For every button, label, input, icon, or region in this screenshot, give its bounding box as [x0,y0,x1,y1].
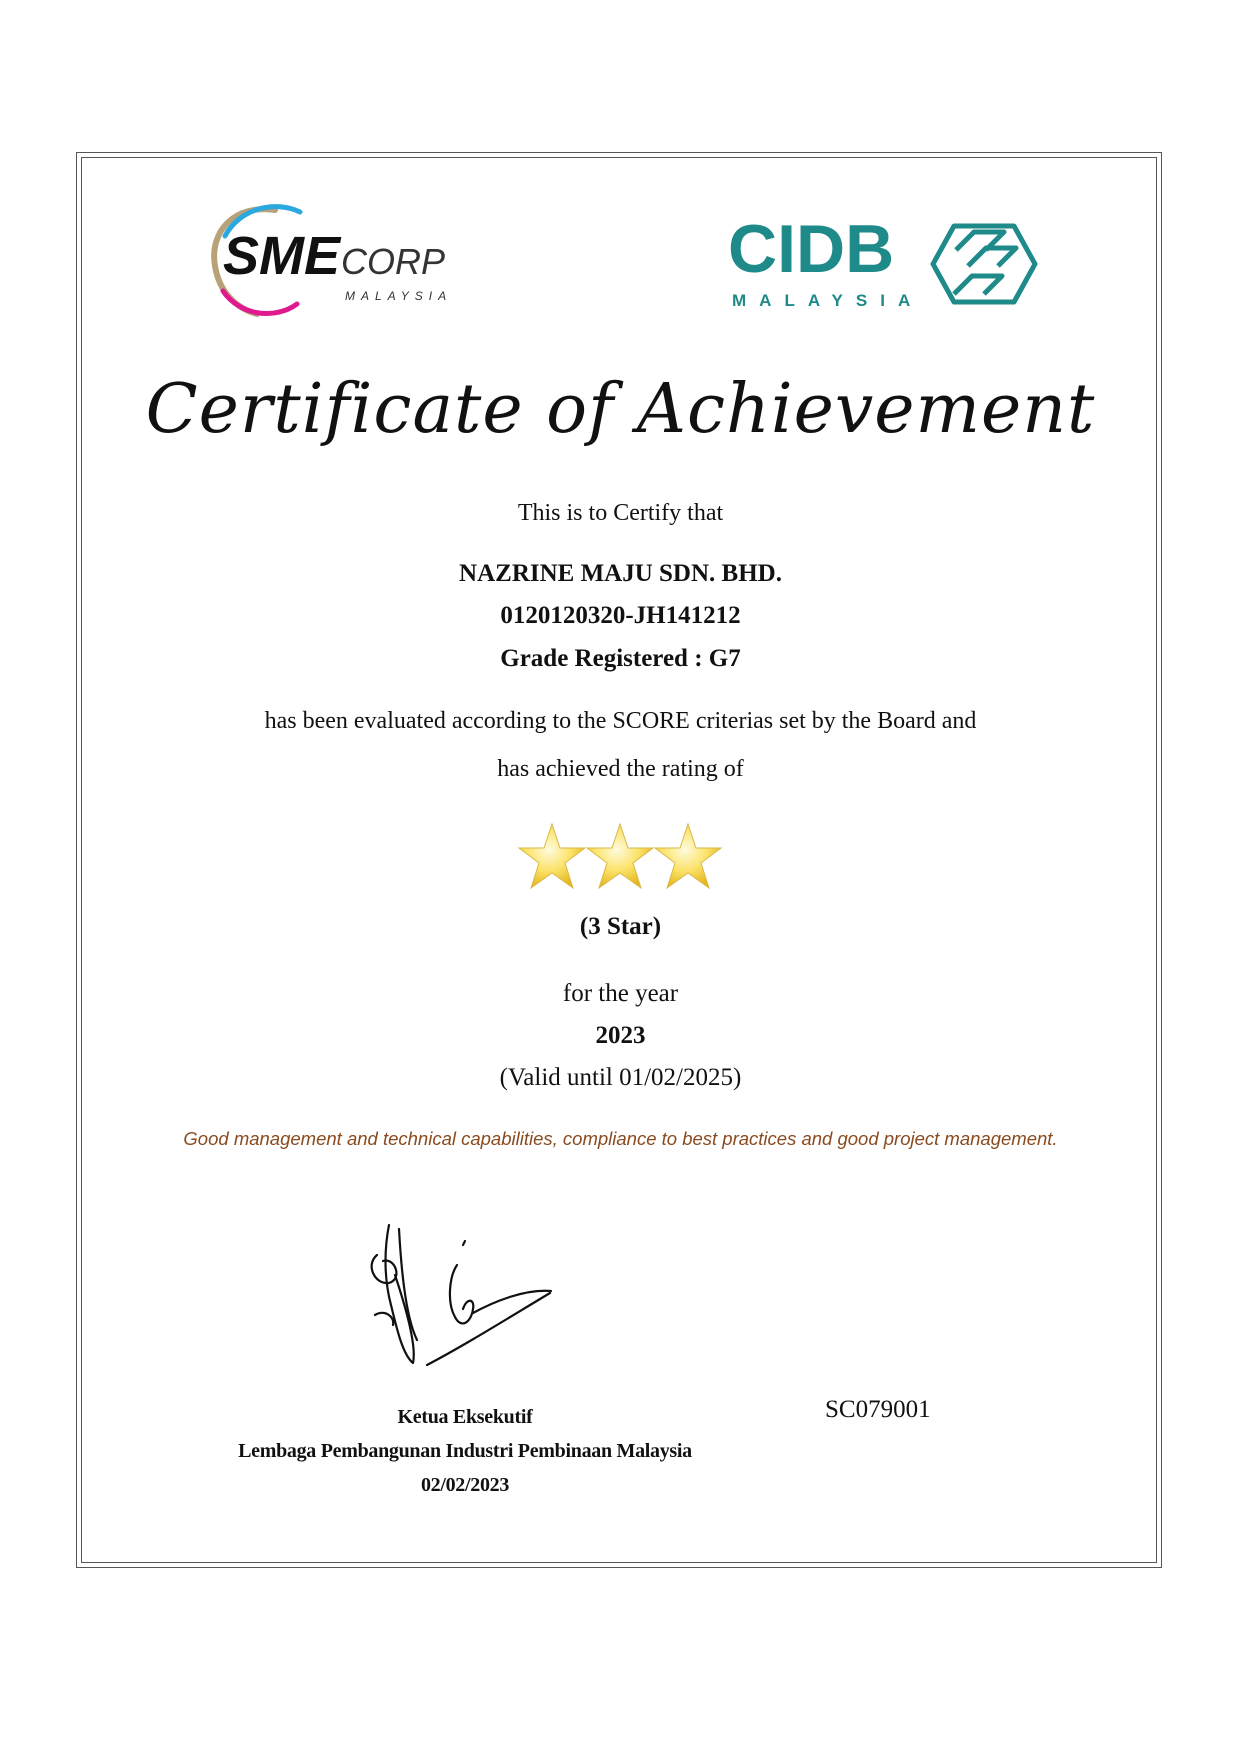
smecorp-logo-main: SME [223,226,341,286]
certify-text: This is to Certify that [517,500,724,526]
handwritten-signature [355,1205,575,1375]
certificate-number: SC079001 [825,1396,931,1423]
smecorp-logo-sub: CORP [341,241,446,282]
rating-stars [516,820,722,892]
validity-text: (Valid until 01/02/2025) [499,1064,742,1091]
registration-number: 0120120320-JH141212 [500,602,741,629]
star-icon [655,824,721,888]
signatory-organization: Lembaga Pembangunan Industri Pembinaan Malaysia [238,1440,692,1462]
certificate-year: 2023 [595,1022,646,1049]
grade-registered: Grade Registered : G7 [500,645,741,672]
signatory-title: Ketua Eksekutif [397,1406,533,1428]
for-year-text: for the year [562,980,679,1007]
smecorp-logo [205,196,505,326]
star-icon [519,824,585,888]
cidb-logo-main: CIDB [728,214,895,287]
achieved-text: has achieved the rating of [497,756,744,782]
certificate-title: Certificate of Achievement [145,370,1096,449]
company-name: NAZRINE MAJU SDN. BHD. [459,560,782,587]
signatory-date: 02/02/2023 [420,1474,510,1496]
evaluation-text: has been evaluated according to the SCORE criterias set by the Board and [264,708,977,734]
cidb-logo-country: MALAYSIA [732,291,924,310]
rating-remark: Good management and technical capabilities, compliance to best practices and good project management. [183,1128,1058,1149]
cidb-hexagon-icon [933,226,1035,302]
rating-label: (3 Star) [579,913,662,940]
smecorp-logo-country: MALAYSIA [345,289,453,303]
star-icon [587,824,653,888]
cidb-logo [728,214,1038,314]
